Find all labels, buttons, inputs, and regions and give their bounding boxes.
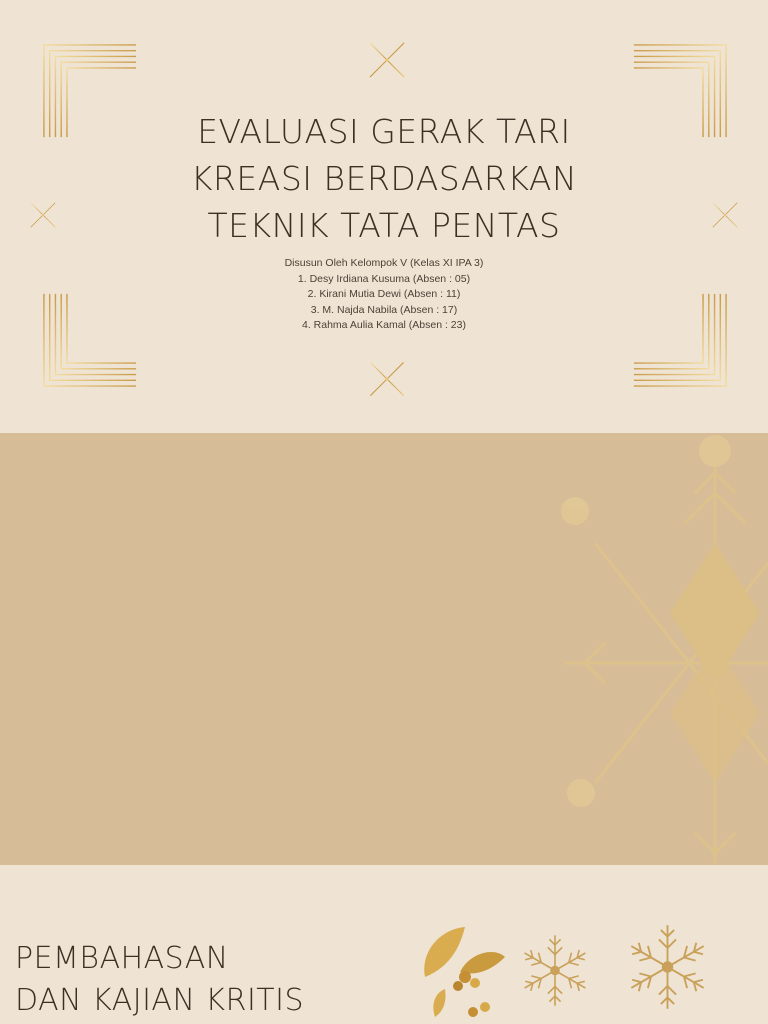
sparkle-top-icon <box>347 25 427 95</box>
pembahasan-heading-line-2: DAN KAJIAN KRITIS <box>15 983 305 1018</box>
cover-title-line-3: TEKNIK TATA PENTAS <box>207 206 561 245</box>
snowflake-1-icon <box>515 917 595 1024</box>
author-item-4: 4. Rahma Aulia Kamal (Absen : 23) <box>301 319 466 331</box>
authors-heading: Disusun Oleh Kelompok V (Kelas XI IPA 3) <box>284 257 484 269</box>
cover-title-line-1: EVALUASI GERAK TARI <box>197 112 571 151</box>
snowflake-decoration-icon <box>545 433 768 865</box>
cover-title <box>0 108 768 249</box>
sparkle-bottom-icon <box>347 345 427 413</box>
pembahasan-slide <box>0 865 768 1024</box>
pembahasan-heading <box>15 938 304 1022</box>
pembahasan-heading-line-1: PEMBAHASAN <box>15 941 229 976</box>
snowflake-2-icon <box>620 917 715 1017</box>
author-item-2: 2. Kirani Mutia Dewi (Absen : 11) <box>307 288 461 300</box>
authors-block <box>0 256 768 334</box>
cover-title-line-2: KREASI BERDASARKAN <box>190 159 578 198</box>
author-item-1: 1. Desy Irdiana Kusuma (Absen : 05) <box>297 272 471 285</box>
author-item-3: 3. M. Najda Nabila (Absen : 17) <box>310 303 458 316</box>
holly-leaves-icon <box>415 917 510 1024</box>
cover-slide <box>0 0 768 433</box>
latar-belakang-slide <box>0 433 768 865</box>
